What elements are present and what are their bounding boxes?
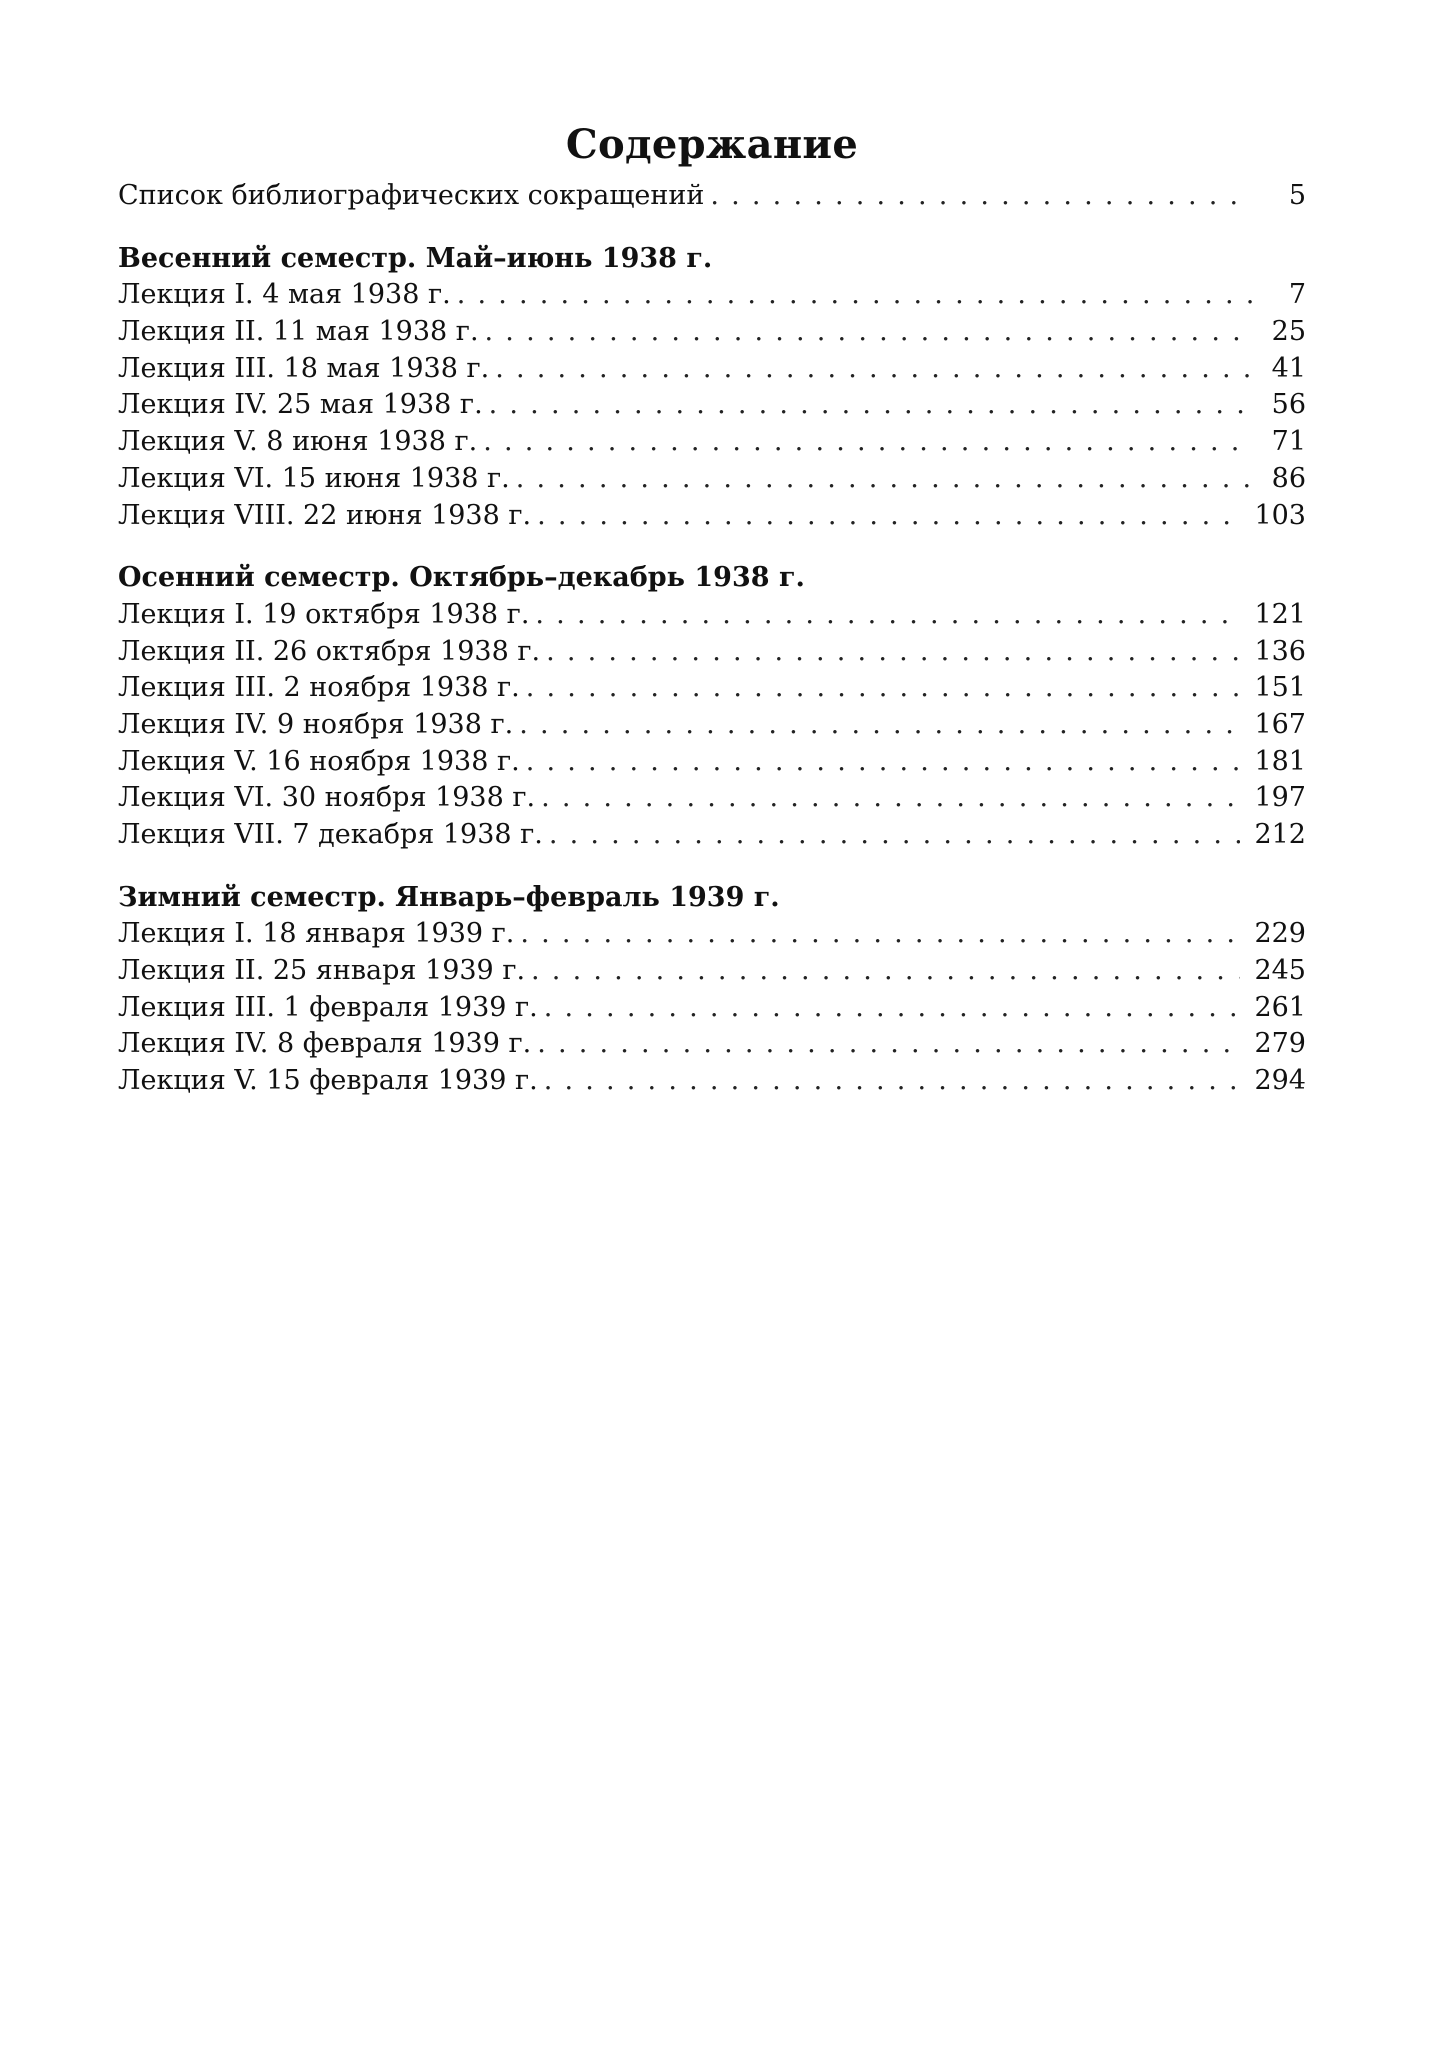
toc-entry-label: Лекция VI. 15 июня 1938 г. (118, 462, 510, 494)
toc-entry[interactable] (118, 990, 1306, 1027)
toc-entry-label: Список библиографических сокращений (118, 180, 705, 211)
toc-section-autumn (118, 560, 1306, 854)
dot-leader (537, 498, 1240, 535)
toc-entry[interactable] (118, 707, 1306, 744)
toc-entry-page: 41 (1271, 352, 1306, 384)
toc-entry-label: Лекция II. 26 октября 1938 г. (118, 635, 541, 667)
toc-entry[interactable] (118, 461, 1306, 498)
dot-leader (544, 1063, 1241, 1100)
toc-entry-page: 212 (1254, 819, 1306, 850)
dot-leader (549, 817, 1241, 854)
toc-entry[interactable] (118, 597, 1306, 634)
toc-entry-page: 25 (1271, 316, 1306, 348)
toc-entry-bibliography[interactable] (118, 178, 1306, 215)
toc-entry[interactable] (118, 634, 1306, 671)
dot-leader (535, 597, 1240, 634)
toc-entry-page: 197 (1254, 782, 1306, 814)
dot-leader (457, 277, 1252, 314)
toc-entry-label: Лекция I. 4 мая 1938 г. (118, 279, 451, 311)
dot-leader (495, 351, 1252, 388)
toc-entry[interactable] (118, 780, 1306, 817)
toc-entry-page: 7 (1288, 279, 1306, 311)
toc-entry-page: 245 (1254, 955, 1306, 987)
toc-entry-page: 71 (1271, 426, 1306, 458)
dot-leader (531, 953, 1240, 990)
dot-leader (541, 780, 1240, 817)
toc-entry-page: 181 (1254, 745, 1306, 777)
toc-entry-page: 279 (1254, 1028, 1306, 1060)
dot-leader (520, 916, 1240, 953)
toc-entry-page: 167 (1254, 708, 1306, 740)
toc-entry-label: Лекция V. 16 ноября 1938 г. (118, 745, 520, 777)
toc-entry-page: 261 (1254, 991, 1306, 1023)
toc-entry-label: Лекция VI. 30 ноября 1938 г. (118, 782, 536, 814)
toc-entry[interactable] (118, 817, 1306, 854)
toc-entry-label: Лекция I. 19 октября 1938 г. (118, 598, 530, 630)
toc-entry-page: 103 (1254, 499, 1306, 531)
toc-entry[interactable] (118, 744, 1306, 781)
dot-leader (526, 670, 1241, 707)
toc-entry[interactable] (118, 1026, 1306, 1063)
toc-entry-label: Лекция V. 8 июня 1938 г. (118, 426, 478, 458)
toc-entry-label: Лекция IV. 9 ноября 1938 г. (118, 708, 514, 740)
toc-entry[interactable] (118, 498, 1306, 535)
dot-leader (546, 634, 1240, 671)
table-of-contents (118, 120, 1306, 1100)
toc-entry-page: 151 (1254, 672, 1306, 704)
toc-entry[interactable] (118, 387, 1306, 424)
toc-entry-label: Лекция II. 11 мая 1938 г. (118, 316, 479, 348)
toc-entry[interactable] (118, 953, 1306, 990)
toc-entry-page: 136 (1254, 635, 1306, 667)
toc-entry[interactable] (118, 916, 1306, 953)
toc-entry[interactable] (118, 670, 1306, 707)
dot-leader (544, 990, 1241, 1027)
toc-entry-label: Лекция III. 18 мая 1938 г. (118, 352, 490, 384)
dot-leader (516, 461, 1252, 498)
toc-entry[interactable] (118, 424, 1306, 461)
dot-leader (710, 178, 1252, 215)
toc-entry-label: Лекция III. 1 февраля 1939 г. (118, 991, 538, 1023)
dot-leader (485, 314, 1252, 351)
dot-leader (483, 424, 1252, 461)
page-title: Содержание (565, 121, 859, 168)
toc-entry-label: Лекция VII. 7 декабря 1938 г. (118, 819, 543, 850)
toc-entry-label: Лекция II. 25 января 1939 г. (118, 955, 526, 987)
toc-entry-page: 229 (1254, 918, 1306, 950)
toc-entry-label: Лекция IV. 25 мая 1938 г. (118, 389, 483, 421)
toc-entry[interactable] (118, 1063, 1306, 1100)
toc-section-winter (118, 880, 1306, 1100)
toc-entry-page: 5 (1288, 180, 1306, 211)
section-title: Весенний семестр. Май–июнь 1938 г. (118, 242, 713, 274)
toc-entry-page: 121 (1254, 598, 1306, 630)
toc-entry[interactable] (118, 314, 1306, 351)
toc-entry[interactable] (118, 277, 1306, 314)
toc-entry-page: 56 (1271, 389, 1306, 421)
toc-entry-label: Лекция I. 18 января 1939 г. (118, 918, 515, 950)
toc-entry-page: 86 (1271, 462, 1306, 494)
section-title: Зимний семестр. Январь–февраль 1939 г. (118, 881, 780, 913)
section-title: Осенний семестр. Октябрь–декабрь 1938 г. (118, 562, 805, 594)
toc-entry-page: 294 (1254, 1065, 1306, 1097)
toc-entry-label: Лекция IV. 8 февраля 1939 г. (118, 1028, 532, 1060)
toc-entry-label: Лекция VIII. 22 июня 1938 г. (118, 499, 532, 531)
toc-section-spring (118, 241, 1306, 535)
toc-entry-label: Лекция III. 2 ноября 1938 г. (118, 672, 520, 704)
toc-entry[interactable] (118, 351, 1306, 388)
dot-leader (519, 707, 1240, 744)
toc-entry-label: Лекция V. 15 февраля 1939 г. (118, 1065, 538, 1097)
dot-leader (489, 387, 1252, 424)
dot-leader (537, 1026, 1240, 1063)
dot-leader (526, 744, 1241, 781)
